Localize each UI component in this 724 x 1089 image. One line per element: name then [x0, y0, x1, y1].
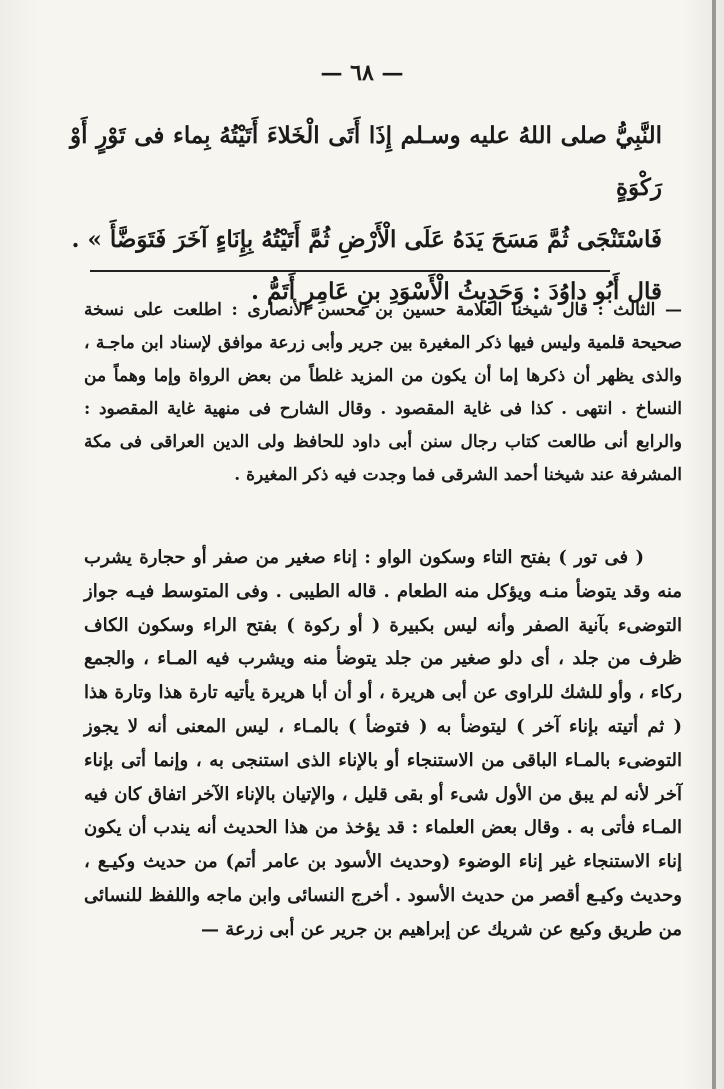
commentary-paragraph: ( فى تور ) بفتح التاء وسكون الواو : إناء صغير من صفر أو حجارة يشرب منه وقد يتوضأ منـه ويؤكل منه الطعام . قاله الطيبى . وفى المتوسط فيـه جواز التوضىء بآنية الصفر وأنه ليس بكبيرة ( أو ركوة ) بفتح الراء وسكون الكاف ظرف من جلد ، أى دلو صغير من جلد يتوضأ منه ويشرب فيه المـاء ، والجمع ركاء ، وأو للشك للراوى عن أبى هريرة ، أو أن أبا هريرة يأتيه تارة هذا وتارة هذا ( ثم أتيته بإناء آخر ) ليتوضأ به ( فتوضأ ) بالمـاء ، ليس المعنى أنه لا يجوز التوضىء بالمـاء الباقى من الاستنجاء أو بالإناء الذى استنجى به ، وإنما أتى بإناء آخر لأنه لم يبق من الأول شىء أو بقى قليل ، والإتيان بالإناء الآخر اتفاق كان فيه المـاء فأتى به . وقال بعض العلماء : قد يؤخذ من هذا الحديث أنه يندب أن يكون إناء الاستنجاء غير إناء الوضوء (وحديث الأسود بن عامر أتم) من حديث وكيـع ، وحديث وكيـع أقصر من حديث الأسود . أخرج النسائى وابن ماجه واللفظ للنسائى من طريق وكيع عن شريك عن إبراهيم بن جرير عن أبى زرعة — [84, 547, 682, 940]
page-binding-edge [712, 0, 716, 1089]
page-number: — ٦٨ — [320, 60, 404, 86]
hadith-text [70, 110, 662, 318]
commentary-text [84, 541, 682, 947]
footnote-text [84, 294, 682, 492]
footnote-divider [90, 270, 610, 272]
footnote-paragraph: — الثالث : قال شيخنا العلامة حسين بن محسن الأنصارى : اطلعت على نسخة صحيحة قلمية وليس فيها ذكر المغيرة بين جرير وأبى زرعة موافق لإسناد ابن ماجـة ، والذى يظهر أن ذكرها إما أن يكون من المزيد غلطاً من بعض الرواة وإما وهماً من النساخ . انتهى . كذا فى غاية المقصود . وقال الشارح فى منهية غاية المقصود : والرابع أنى طالعت كتاب رجال سنن أبى داود للحافظ ولى الدين العراقى فى مكة المشرفة عند شيخنا أحمد الشرقى فما وجدت فيه ذكر المغيرة . [84, 300, 682, 485]
hadith-line: قال أَبُو داوُدَ : وَحَدِيثُ الْأَسْوَدِ بنِ عَامِرٍ أَتَمُّ . [251, 278, 662, 305]
hadith-line: النَّبِيُّ صلى اللهُ عليه وسـلم إِذَا أَتَى الْخَلاءَ أَتَيْتُهُ بِماء فى تَوْرٍ أَوْ رَكْوَةٍ [70, 122, 662, 201]
hadith-line: فَاسْتَنْجَى ثُمَّ مَسَحَ يَدَهُ عَلَى الْأَرْضِ ثُمَّ أَتَيْتُهُ بِإِنَاءٍ آخَرَ فَتَوَضَّأَ » . [71, 226, 662, 253]
